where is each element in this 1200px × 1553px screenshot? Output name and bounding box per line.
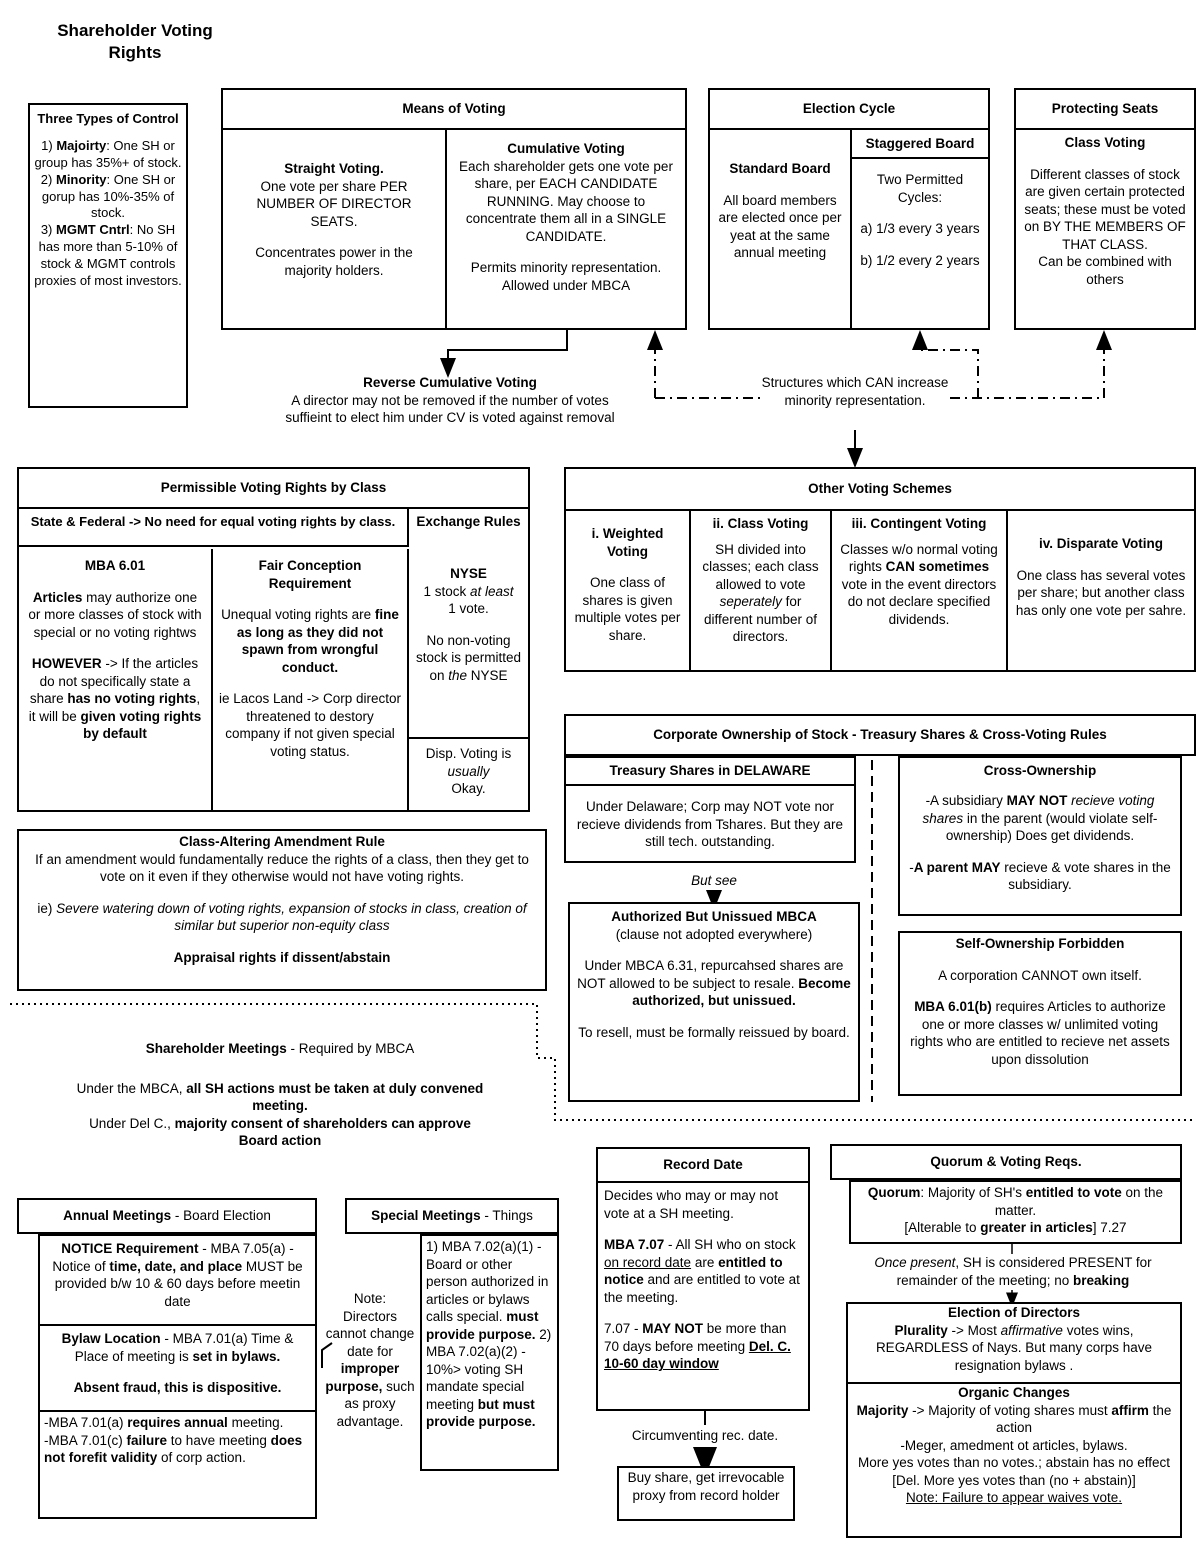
- cross-ownership-title: Cross-Ownership: [983, 763, 1097, 778]
- protecting-seats-heading: Protecting Seats: [1016, 90, 1194, 130]
- election-of-directors: Election of Directors Plurality -> Most affirmative votes wins, REGARDLESS of Nays. But many corps have resignation bylaws .: [848, 1304, 1180, 1384]
- fair-conception-example: ie Lacos Land -> Corp director threatened to destory company if not given special voting status.: [219, 691, 401, 759]
- class-altering-example: ie) Severe watering down of voting rights, expansion of stocks in class, creation of similar but superior non-equity class: [37, 900, 527, 934]
- record-date-box: [596, 1147, 810, 1411]
- staggered-option-b: b) 1/2 every 2 years: [860, 252, 980, 268]
- control-majority: 1) Majoirty: One SH or group has 35%+ of stock.: [34, 137, 182, 170]
- record-date-limit: 7.07 - MAY NOT be more than 70 days before meeting Del. C. 10-60 day window: [604, 1321, 791, 1372]
- disparate-title: iv. Disparate Voting: [1038, 536, 1164, 551]
- disparate-voting-cell: [1008, 511, 1194, 670]
- nyse-rule-1: 1 stock at least: [423, 583, 514, 599]
- quorum-box: Quorum: Majority of SH's entitled to vote on the matter. [Alterable to greater in articles] 7.27: [849, 1180, 1182, 1244]
- annual-requirements: -MBA 7.01(a) requires annual meeting. -MBA 7.01(c) failure to have meeting does not forefit validity of corp action.: [44, 1415, 303, 1466]
- authorized-sub: (clause not adopted everywhere): [615, 926, 813, 942]
- contingent-body: Classes w/o normal voting rights CAN sometimes vote in the event directors do not declare specified dividends.: [840, 541, 998, 627]
- disp-b: usually: [447, 763, 490, 779]
- treasury-title: Treasury Shares in DELAWARE: [566, 758, 854, 786]
- corp-ownership-heading: Corporate Ownership of Stock - Treasury Shares & Cross-Voting Rules: [564, 714, 1196, 756]
- absent-fraud: Absent fraud, this is dispositive.: [73, 1380, 282, 1396]
- organic-l2: -Meger, amedment ot articles, bylaws.: [900, 1437, 1128, 1453]
- arrow-to-reverse-cumulative: [448, 330, 567, 368]
- staggered-board-title: Staggered Board: [852, 130, 988, 159]
- structures-label: Structures which CAN increase minority representation.: [761, 375, 949, 408]
- mba-601-articles: Articles may authorize one or more classes of stock with special or no voting rightws: [28, 589, 202, 640]
- exchange-rules-heading: Exchange Rules: [416, 514, 521, 529]
- cumulative-voting-title: Cumulative Voting: [507, 141, 625, 156]
- shareholder-meetings-heading: Shareholder Meetings - Required by MBCA: [145, 1041, 415, 1056]
- meetings-delaware: Under Del C., majority consent of shareholders can approve: [89, 1115, 471, 1131]
- disparate-body: One class has several votes per share; but another class has only one vote per sahre.: [1015, 567, 1187, 618]
- self-ownership-box: [898, 931, 1182, 1096]
- protecting-seats-note: Can be combined with others: [1038, 254, 1172, 287]
- voting-requirements-box: [846, 1302, 1182, 1538]
- staggered-option-a: a) 1/3 every 3 years: [860, 221, 980, 237]
- self-ownership-title: Self-Ownership Forbidden: [955, 936, 1125, 951]
- contingent-voting-cell: [832, 511, 1008, 670]
- meetings-delaware-end: Board action: [238, 1133, 322, 1149]
- cumulative-voting-note: Permits minority representation. Allowed under MBCA: [470, 260, 662, 293]
- mba-601-however: HOWEVER -> If the articles do not specifically state a share has no voting rights, it will be given voting rights by default: [28, 656, 202, 742]
- standard-board-title: Standard Board: [729, 161, 831, 176]
- bylaw-location: Bylaw Location - MBA 7.01(a) Time & Place of meeting is set in bylaws. Absent fraud, this is dispositive.: [40, 1326, 315, 1412]
- authorized-unissued-box: [568, 902, 860, 1102]
- fair-conception-rule: Unequal voting rights are fine as long as they did not spawn from wrongful conduct.: [221, 607, 399, 675]
- weighted-title: i. Weighted Voting: [591, 526, 664, 559]
- self-ownership-mba: MBA 6.01(b) requires Articles to authorize one or more classes w/ unlimited voting rights who are entitled to recieve net assets upon dissolution: [910, 999, 1170, 1067]
- permissible-voting-box: [17, 467, 530, 812]
- annual-meetings-heading: Annual Meetings - Board Election: [17, 1198, 317, 1234]
- class-voting-subheading: Class Voting: [1064, 135, 1146, 150]
- page-title: Shareholder Voting Rights: [57, 21, 213, 63]
- meetings-mbca: Under the MBCA, all SH actions must be taken at duly convened meeting.: [76, 1080, 484, 1114]
- annual-meetings-box: [38, 1234, 317, 1519]
- nyse-rule-2: No non-voting stock is permitted on the NYSE: [415, 632, 522, 683]
- state-federal-note: State & Federal -> No need for equal voting rights by class.: [19, 509, 409, 547]
- straight-voting-body: One vote per share PER NUMBER OF DIRECTOR SEATS.: [256, 178, 412, 229]
- straight-voting-note: Concentrates power in the majority holders.: [255, 245, 413, 278]
- authorized-reissue: To resell, must be formally reissued by board.: [578, 1024, 850, 1040]
- types-of-control-heading: Three Types of Control: [37, 111, 179, 126]
- staggered-intro: Two Permitted Cycles:: [876, 172, 964, 205]
- class-altering-heading: Class-Altering Amendment Rule: [179, 834, 385, 849]
- treasury-body: Under Delaware; Corp may NOT vote nor recieve dividends from Tshares. But they are still tech. outstanding.: [576, 799, 844, 850]
- election-cycle-heading: Election Cycle: [710, 90, 988, 130]
- proxy-box: Buy share, get irrevocable proxy from record holder: [617, 1466, 795, 1521]
- fair-conception-cell: [213, 549, 409, 810]
- notice-requirement: NOTICE Requirement - MBA 7.05(a) -Notice of time, date, and place MUST be provided b/w 10 & 60 days before meetin date: [40, 1236, 315, 1326]
- mba-601-title: MBA 6.01: [84, 558, 146, 573]
- disp-c: Okay.: [451, 781, 486, 797]
- weighted-body: One class of shares is given multiple votes per share.: [574, 575, 681, 643]
- authorized-title: Authorized But Unissued MBCA: [611, 909, 817, 924]
- cumulative-voting-body: Each shareholder gets one vote per share, per EACH CANDIDATE RUNNING. May choose to concentrate them all in a SINGLE CANDIDATE.: [459, 158, 673, 244]
- means-of-voting-heading: Means of Voting: [223, 90, 685, 130]
- nyse-cell: [409, 549, 528, 739]
- authorized-body: Under MBCA 6.31, repurcahsed shares are NOT allowed to be subject to resale. Become authorized, but unissued.: [577, 958, 851, 1009]
- special-meetings-heading: Special Meetings - Things: [345, 1198, 559, 1234]
- appraisal-rights: Appraisal rights if dissent/abstain: [173, 949, 391, 965]
- record-date-mba: MBA 7.07 - All SH who on stock on record date are entitled to notice and are entitled to vote at the meeting.: [604, 1237, 800, 1305]
- circumventing-label: Circumventing rec. date.: [631, 1428, 779, 1443]
- but-see-label: But see: [691, 873, 737, 888]
- control-minority: 2) Minority: One SH or gorup has 10%-35% of stock.: [40, 171, 176, 221]
- straight-voting-title: Straight Voting.: [284, 161, 384, 176]
- cross-ownership-parent: -A parent MAY recieve & vote shares in the subsidiary.: [909, 859, 1171, 893]
- quorum-heading: Quorum & Voting Reqs.: [830, 1144, 1182, 1180]
- treasury-shares-box: [564, 756, 856, 863]
- organic-l5: Note: Failure to appear waives vote.: [905, 1490, 1123, 1506]
- standard-board-body: All board members are elected once per yeat at the same annual meeting: [718, 192, 842, 261]
- class-voting-body: SH divided into classes; each class allowed to vote seperately for different number of directors.: [702, 541, 819, 645]
- directors-note: Note: Directors cannot change date for improper purpose, such as proxy advantage.: [325, 1291, 415, 1429]
- reverse-cumulative-body: A director may not be removed if the number of votes suffieint to elect him under CV is voted against removal: [285, 392, 615, 426]
- other-voting-schemes-box: [564, 467, 1196, 672]
- contingent-title: iii. Contingent Voting: [851, 516, 987, 531]
- disp-a: Disp. Voting is: [425, 746, 512, 761]
- self-ownership-rule: A corporation CANNOT own itself.: [938, 967, 1142, 983]
- class-altering-body: If an amendment would fundamentally reduce the rights of a class, then they get to vote on it even if they otherwise would not have voting rights.: [35, 851, 529, 885]
- election-directors-heading: Election of Directors: [947, 1305, 1081, 1320]
- cross-ownership-subsidiary: -A subsidiary MAY NOT recieve voting shares in the parent (would violate self-ownership) Does get dividends.: [922, 793, 1158, 844]
- reverse-cumulative-title: Reverse Cumulative Voting: [363, 375, 537, 390]
- control-mgmt: 3) MGMT Cntrl: No SH has more than 5-10% of stock & MGMT controls proxies of most investors.: [34, 222, 182, 289]
- record-date-purpose: Decides who may or may not vote at a SH meeting.: [604, 1188, 779, 1221]
- permissible-heading: Permissible Voting Rights by Class: [19, 469, 528, 509]
- weighted-voting-cell: [566, 511, 691, 670]
- organic-changes: Organic Changes Majority -> Majority of voting shares must affirm the action -Meger, amedment ot articles, bylaws. More yes votes than no votes.; abstain has no effect [Del. More yes votes than (no + abstain)] Note: Failure to appear waives vote.: [848, 1384, 1180, 1507]
- record-date-heading: Record Date: [598, 1149, 808, 1183]
- nyse-title: NYSE: [450, 566, 487, 581]
- disparate-okay-cell: [409, 741, 528, 810]
- class-voting-title: ii. Class Voting: [712, 516, 809, 531]
- special-meetings-box: 1) MBA 7.02(a)(1) - Board or other person authorized in articles or bylaws calls special. must provide purpose. 2) MBA 7.02(a)(2) - 10%> voting SH mandate special meeting but must provide purpose.: [420, 1234, 559, 1471]
- organic-l4: [Del. More yes votes than (no + abstain)]: [892, 1472, 1136, 1488]
- once-present-note: Once present, SH is considered PRESENT for remainder of the meeting; no breaking: [852, 1254, 1174, 1289]
- mba-601-cell: [19, 549, 213, 810]
- protecting-seats-body: Different classes of stock are given certain protected seats; these must be voted on BY THE MEMBERS OF THAT CLASS.: [1024, 166, 1186, 252]
- other-schemes-heading: Other Voting Schemes: [566, 469, 1194, 511]
- nyse-rule-1b: 1 vote.: [448, 601, 489, 617]
- organic-l3: More yes votes than no votes.; abstain has no effect: [858, 1455, 1170, 1471]
- class-voting-cell: [691, 511, 832, 670]
- cross-ownership-box: [898, 756, 1182, 916]
- class-altering-box: [17, 829, 547, 991]
- shareholder-meetings-section: [60, 1040, 500, 1150]
- fair-conception-title: Fair Conception Requirement: [258, 558, 362, 591]
- organic-changes-heading: Organic Changes: [958, 1385, 1070, 1400]
- arrow-to-staggered: [920, 340, 978, 398]
